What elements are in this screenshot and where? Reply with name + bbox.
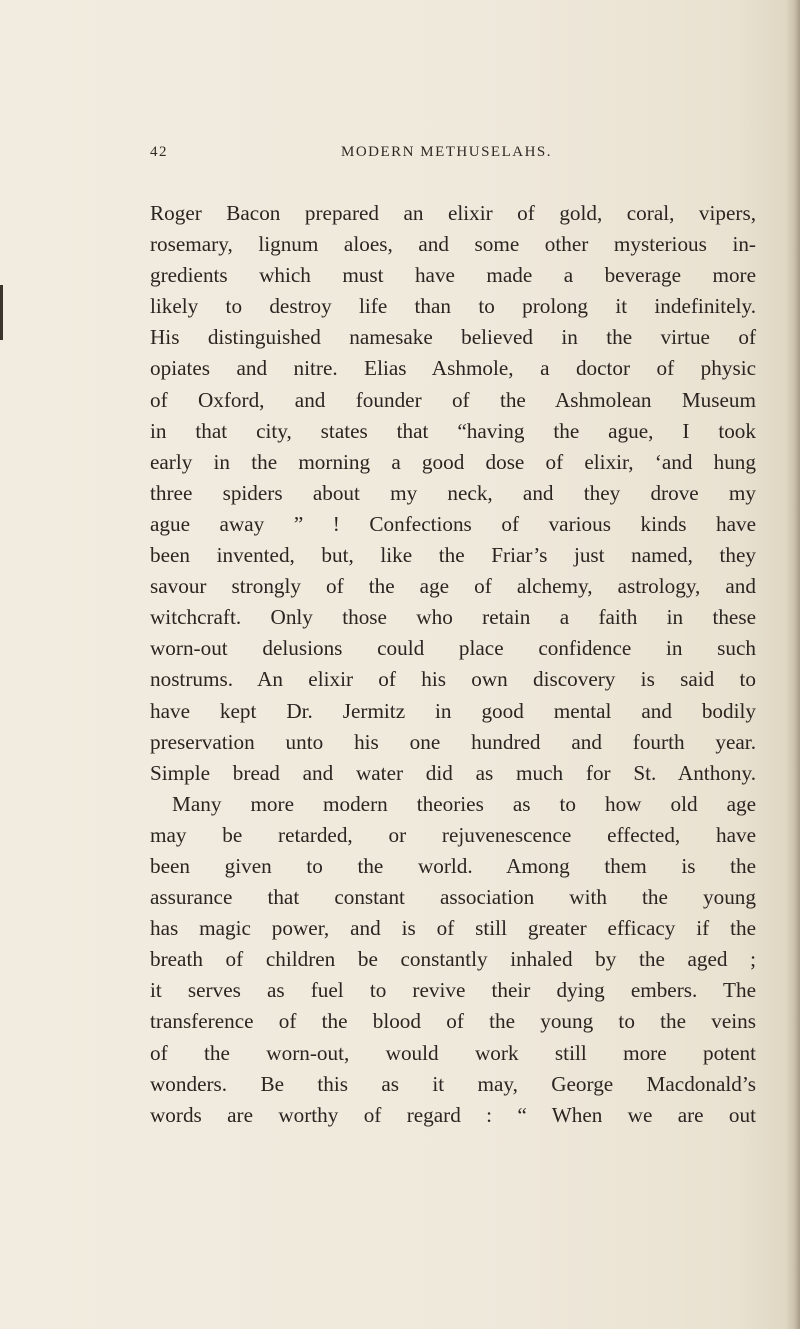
text-line: breath of children be constantly inhaled by the aged ; bbox=[150, 947, 756, 972]
text-line: words are worthy of regard : “ When we are out bbox=[150, 1102, 756, 1127]
text-line: ague away ” ! Confections of various kinds have bbox=[150, 511, 756, 536]
text-line: have kept Dr. Jermitz in good mental and bodily bbox=[150, 698, 756, 723]
text-line: been given to the world. Among them is the bbox=[150, 853, 756, 878]
text-line: His distinguished namesake believed in the virtue of bbox=[150, 325, 756, 350]
text-line: Simple bread and water did as much for St. Anthony. bbox=[150, 760, 756, 785]
text-line: nostrums. An elixir of his own discovery is said to bbox=[150, 667, 756, 692]
text-line: witchcraft. Only those who retain a faith in these bbox=[150, 605, 756, 630]
text-line: Roger Bacon prepared an elixir of gold, coral, vipers, bbox=[150, 201, 756, 225]
text-line: may be retarded, or rejuvenescence effected, have bbox=[150, 822, 756, 847]
text-line: early in the morning a good dose of elixir, ‘and hung bbox=[150, 449, 756, 474]
text-line: in that city, states that “having the ague, I took bbox=[150, 418, 756, 443]
running-head bbox=[150, 144, 760, 166]
text-line: savour strongly of the age of alchemy, astrology, and bbox=[150, 574, 756, 599]
text-line: rosemary, lignum aloes, and some other mysterious in- bbox=[150, 232, 756, 257]
text-line: worn-out delusions could place confidence in such bbox=[150, 636, 756, 661]
text-line: been invented, but, like the Friar’s just named, they bbox=[150, 543, 756, 568]
page-number: 42 bbox=[150, 144, 168, 160]
text-line: of the worn-out, would work still more potent bbox=[150, 1040, 756, 1065]
page-edge-shadow bbox=[786, 0, 800, 1329]
text-line: wonders. Be this as it may, George Macdonald’s bbox=[150, 1071, 756, 1096]
text-line: gredients which must have made a beverage more bbox=[150, 263, 756, 288]
text-line: has magic power, and is of still greater efficacy if the bbox=[150, 916, 756, 941]
text-line: opiates and nitre. Elias Ashmole, a doctor of physic bbox=[150, 356, 756, 381]
text-line-paragraph-start: Many more modern theories as to how old age bbox=[172, 791, 756, 816]
scan-edge-mark bbox=[0, 285, 3, 340]
text-line: three spiders about my neck, and they drove my bbox=[150, 480, 756, 505]
text-line: likely to destroy life than to prolong it indefinitely. bbox=[150, 294, 756, 319]
text-line: of Oxford, and founder of the Ashmolean Museum bbox=[150, 387, 756, 412]
body-text bbox=[150, 198, 756, 1131]
text-line: it serves as fuel to revive their dying embers. The bbox=[150, 978, 756, 1003]
text-line: preservation unto his one hundred and fourth year. bbox=[150, 729, 756, 754]
text-line: transference of the blood of the young to the veins bbox=[150, 1009, 756, 1034]
running-title: MODERN METHUSELAHS. bbox=[341, 144, 553, 160]
text-line: assurance that constant association with the young bbox=[150, 885, 756, 910]
